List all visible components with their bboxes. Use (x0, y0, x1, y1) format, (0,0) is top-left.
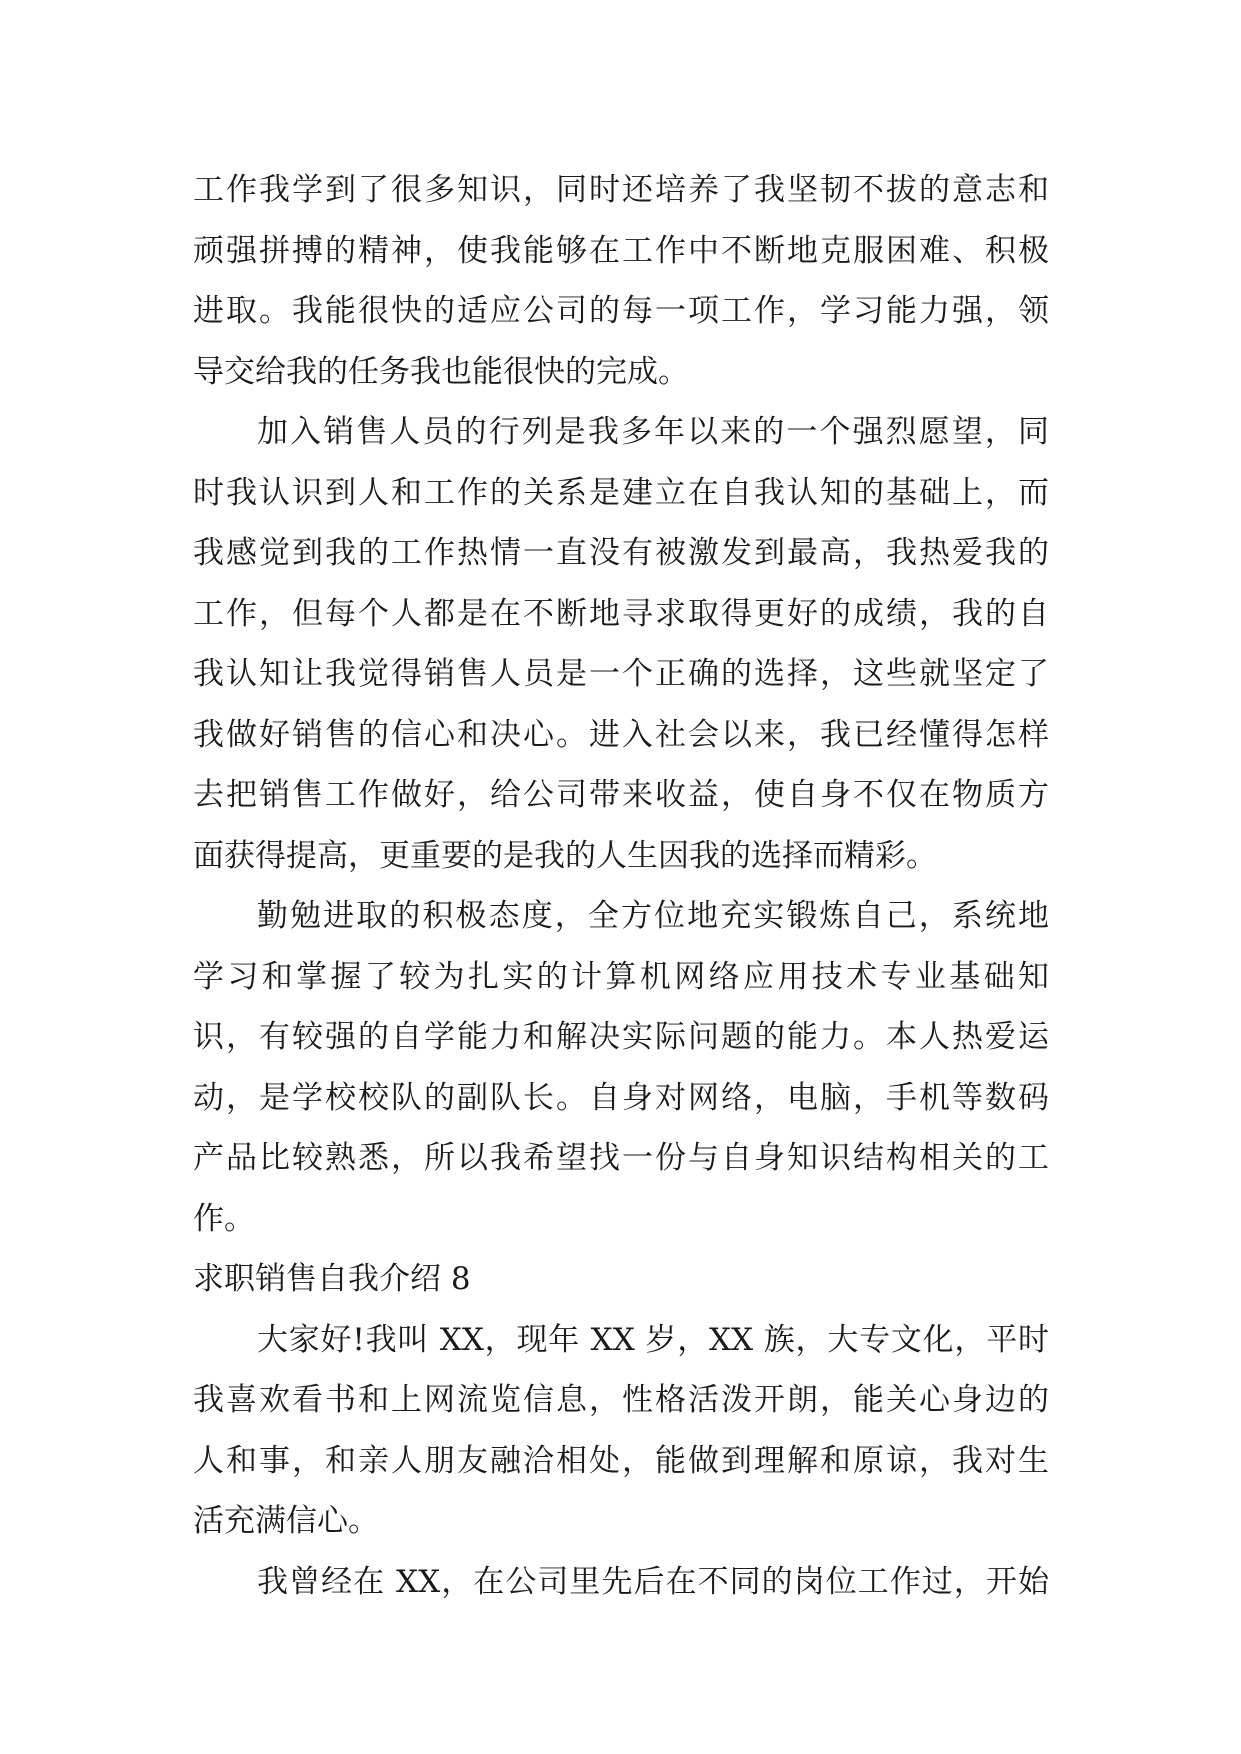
text-line: 我感觉到我的工作热情一直没有被激发到最高，我热爱我的 (193, 535, 1049, 571)
document-body (193, 160, 1049, 1612)
text-line: 工作我学到了很多知识，同时还培养了我坚韧不拔的意志和 (193, 172, 1049, 208)
text-line: 工作，但每个人都是在不断地寻求取得更好的成绩，我的自 (193, 595, 1049, 632)
text-line: 我喜欢看书和上网流览信息，性格活泼开朗，能关心身边的 (193, 1382, 1049, 1418)
text-line: 活充满信心。 (193, 1503, 379, 1539)
text-line: 人和事，和亲人朋友融洽相处，能做到理解和原谅，我对生 (193, 1442, 1049, 1479)
text-line: 进取。我能很快的适应公司的每一项工作，学习能力强，领 (193, 293, 1049, 329)
text-line: 识，有较强的自学能力和解决实际问题的能力。本人热爱运 (193, 1019, 1049, 1055)
text-line: 产品比较熟悉，所以我希望找一份与自身知识结构相关的工 (193, 1140, 1049, 1176)
text-line: 去把销售工作做好，给公司带来收益，使自身不仅在物质方 (193, 777, 1049, 813)
text-line: 我曾经在 XX，在公司里先后在不同的岗位工作过，开始 (257, 1563, 1049, 1600)
text-line: 我做好销售的信心和决心。进入社会以来，我已经懂得怎样 (193, 716, 1049, 753)
text-line: 导交给我的任务我也能很快的完成。 (193, 353, 689, 390)
text-line: 面获得提高，更重要的是我的人生因我的选择而精彩。 (193, 837, 937, 874)
text-line: 我认知让我觉得销售人员是一个正确的选择，这些就坚定了 (193, 656, 1049, 692)
text-line: 大家好!我叫 XX，现年 XX 岁，XX 族，大专文化，平时 (257, 1321, 1049, 1358)
text-line: 勤勉进取的积极态度，全方位地充实锻炼自己，系统地 (257, 898, 1049, 934)
text-line: 作。 (193, 1200, 255, 1237)
text-line: 时我认识到人和工作的关系是建立在自我认知的基础上，而 (193, 474, 1049, 511)
text-line: 加入销售人员的行列是我多年以来的一个强烈愿望，同 (257, 414, 1049, 450)
text-line: 学习和掌握了较为扎实的计算机网络应用技术专业基础知 (193, 958, 1049, 995)
text-line: 顽强拼搏的精神，使我能够在工作中不断地克服困难、积极 (193, 232, 1049, 269)
text-line: 动，是学校校队的副队长。自身对网络，电脑，手机等数码 (193, 1079, 1049, 1116)
section-heading: 求职销售自我介绍 8 (193, 1261, 471, 1297)
